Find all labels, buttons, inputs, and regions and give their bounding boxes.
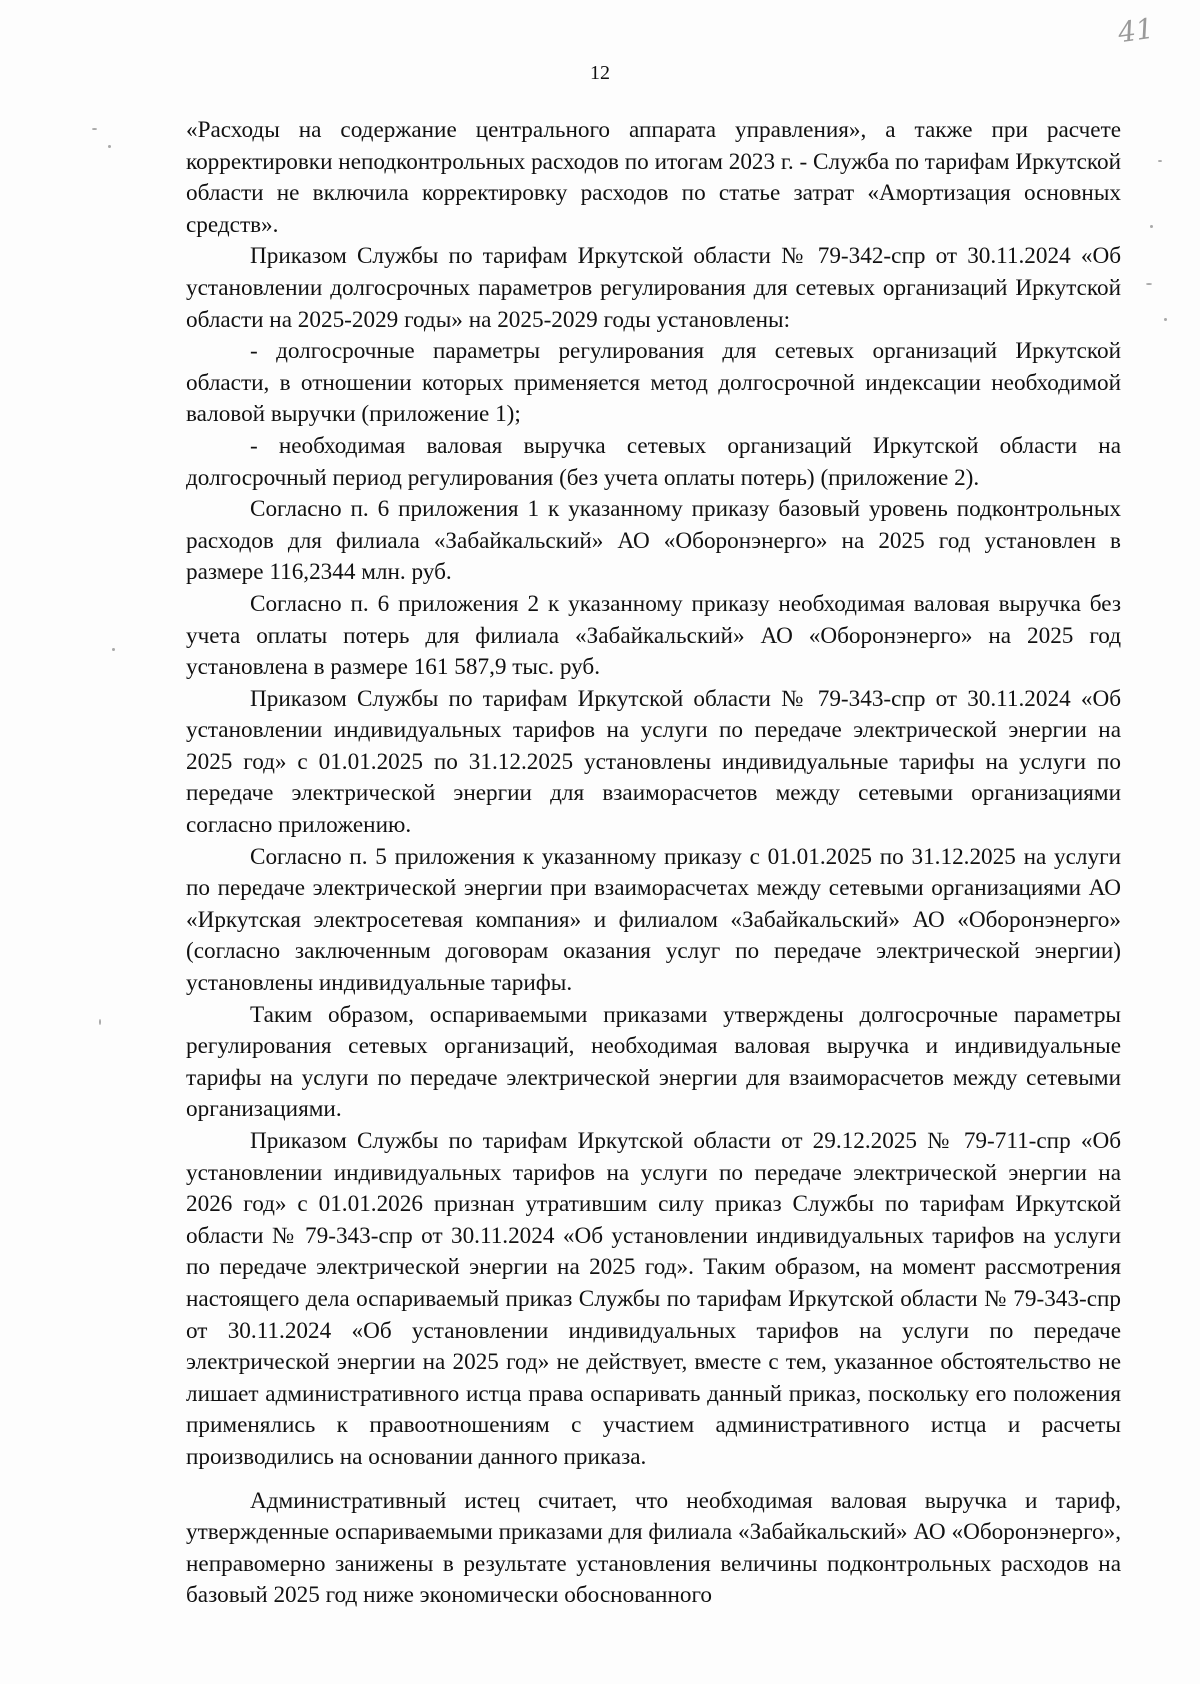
scan-speck (112, 648, 115, 651)
handwritten-page-mark: 41 (1115, 11, 1156, 50)
paragraph-continuation: «Расходы на содержание центрального аппарата управления», а также при расчете корректировки неподконтрольных расходов по итогам 2023 г. - Служба по тарифам Иркутской области не включила корректировку расходов по статье затрат «Амортизация основных средств». (186, 117, 1121, 238)
scan-speck (108, 145, 111, 148)
document-body (186, 115, 1121, 1612)
paragraph-order-79-342: Приказом Службы по тарифам Иркутской области № 79-342-спр от 30.11.2024 «Об установлении долгосрочных параметров регулирования для сетевых организаций Иркутской области на 2025-2029 годы» на 2025-2029 годы установлены: (186, 243, 1121, 333)
scan-speck (1150, 225, 1153, 228)
paragraph-base-level-expenses: Согласно п. 6 приложения 1 к указанному приказу базовый уровень подконтрольных расходов для филиала «Забайкальский» АО «Оборонэнерго» на 2025 год установлен в размере 116,2344 млн. руб. (186, 496, 1121, 586)
page-number: 12 (590, 62, 610, 84)
scan-speck (99, 1019, 101, 1025)
paragraph-order-79-711: Приказом Службы по тарифам Иркутской области от 29.12.2025 № 79-711-спр «Об установлении индивидуальных тарифов на услуги по передаче электрической энергии на 2026 год» с 01.01.2026 признан утратившим силу приказ Службы по тарифам Иркутской области № 79-343-спр от 30.11.2024 «Об установлении индивидуальных тарифов на услуги по передаче электрической энергии на 2025 год». Таким образом, на момент рассмотрения настоящего дела оспариваемый приказ Службы по тарифам Иркутской области № 79-343-спр от 30.11.2024 «Об установлении индивидуальных тарифов на услуги по передаче электрической энергии на 2025 год» не действует, вместе с тем, указанное обстоятельство не лишает административного истца права оспаривать данный приказ, поскольку его положения применялись к правоотношениям с участием административного истца и расчеты производились на основании данного приказа. (186, 1128, 1121, 1470)
paragraph-conclusion-orders: Таким образом, оспариваемыми приказами утверждены долгосрочные параметры регулирования сетевых организаций, необходимая валовая выручка и индивидуальные тарифы на услуги по передаче электрической энергии для взаиморасчетов между сетевыми организациями. (186, 1001, 1121, 1123)
scan-speck (1146, 283, 1152, 285)
list-item-long-term-parameters: - долгосрочные параметры регулирования для сетевых организаций Иркутской области, в отношении которых применяется метод долгосрочной индексации необходимой валовой выручки (приложение 1); (186, 338, 1121, 428)
paragraph-gross-revenue-amount: Согласно п. 6 приложения 2 к указанному приказу необходимая валовая выручка без учета оплаты потерь для филиала «Забайкальский» АО «Оборонэнерго» на 2025 год установлена в размере 161 587,9 тыс. руб. (186, 590, 1121, 681)
scan-speck (1158, 160, 1162, 162)
scan-speck (92, 128, 97, 130)
scan-speck (1164, 318, 1167, 321)
paragraph-plaintiff-position: Административный истец считает, что необходимая валовая выручка и тариф, утвержденные оспариваемыми приказами для филиала «Забайкальский» АО «Оборонэнерго», неправомерно занижены в результате установления величины подконтрольных расходов на базовый 2025 год ниже экономически обоснованного (186, 1487, 1121, 1609)
paragraph-order-79-343: Приказом Службы по тарифам Иркутской области № 79-343-спр от 30.11.2024 «Об установлении индивидуальных тарифов на услуги по передаче электрической энергии на 2025 год» с 01.01.2025 по 31.12.2025 установлены индивидуальные тарифы на услуги по передаче электрической энергии для взаиморасчетов между сетевыми организациями согласно приложению. (186, 685, 1121, 839)
paragraph-individual-tariffs: Согласно п. 5 приложения к указанному приказу с 01.01.2025 по 31.12.2025 на услуги по передаче электрической энергии при взаиморасчетах между сетевыми организациями АО «Иркутская электросетевая компания» и филиалом «Забайкальский» АО «Оборонэнерго» (согласно заключенным договорам оказания услуг по передаче электрической энергии) установлены индивидуальные тарифы. (186, 843, 1121, 997)
list-item-gross-revenue: - необходимая валовая выручка сетевых организаций Иркутской области на долгосрочный период регулирования (без учета оплаты потерь) (приложение 2). (186, 432, 1121, 491)
